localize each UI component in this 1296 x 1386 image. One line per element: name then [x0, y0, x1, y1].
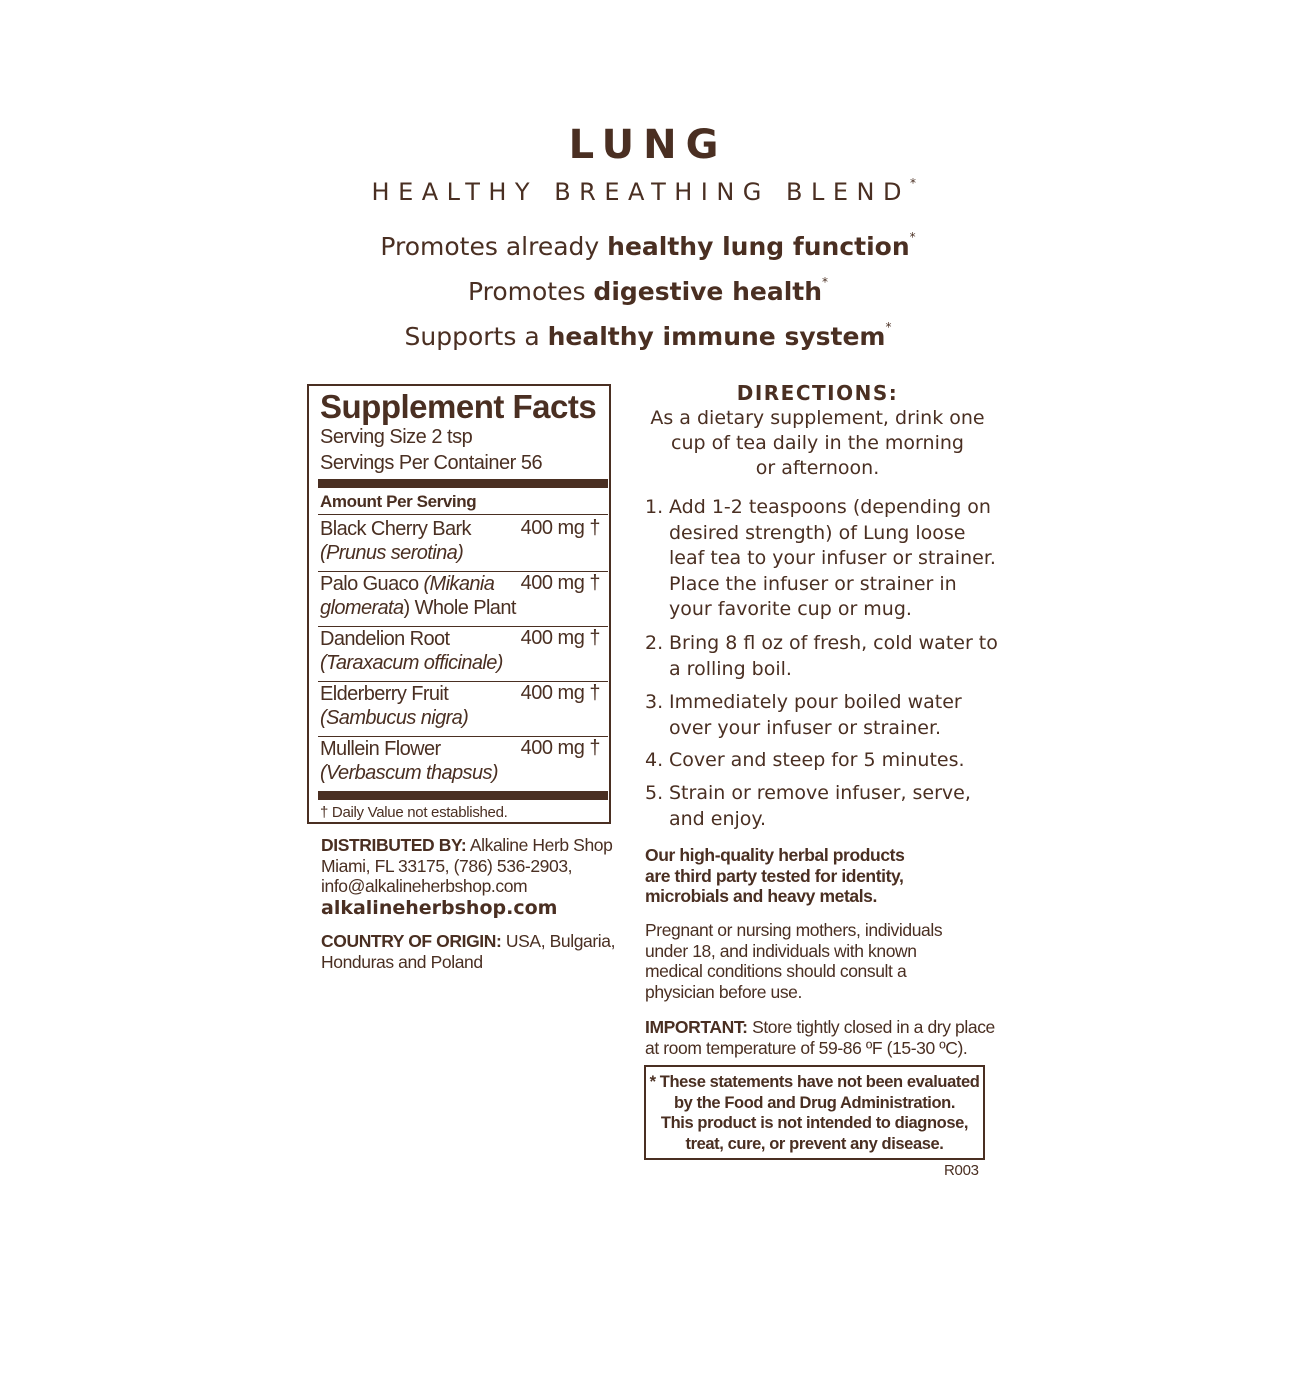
ingredient-amount: 400 mg †	[520, 627, 600, 649]
ingredient-latin-name: (Verbascum thapsus)	[320, 762, 498, 784]
step-number: 3.	[645, 691, 664, 713]
quality-line: are third party tested for identity,	[645, 865, 904, 886]
label-code: R003	[944, 1162, 979, 1179]
product-title: LUNG	[568, 122, 728, 168]
claim-highlight: digestive health	[593, 277, 823, 306]
step-number: 1.	[645, 496, 664, 518]
fda-disclaimer-box	[644, 1065, 985, 1160]
warning-line: medical conditions should consult a	[645, 961, 907, 981]
ingredient-common-name: Palo Guaco	[320, 573, 424, 595]
direction-step-5	[645, 781, 1000, 833]
distributor-block	[321, 835, 612, 919]
ingredient-name	[320, 682, 468, 730]
ingredient-latin-name: (Sambucus nigra)	[320, 707, 469, 729]
quality-line: microbials and heavy metals.	[645, 886, 877, 906]
step-line: Cover and steep for 5 minutes.	[669, 749, 965, 771]
claim-asterisk: *	[909, 230, 916, 244]
step-line: Immediately pour boiled water	[669, 691, 962, 713]
step-text	[669, 781, 999, 832]
storage-instructions	[645, 1017, 995, 1058]
claim-digestive-health	[0, 277, 1296, 306]
distributor-email: info@alkalineherbshop.com	[321, 876, 528, 896]
fda-line: treat, cure, or prevent any disease.	[685, 1134, 944, 1153]
step-text	[669, 495, 999, 623]
ingredient-name	[320, 627, 503, 675]
step-line: Strain or remove infuser, serve,	[669, 782, 971, 804]
supplement-facts-title: Supplement Facts	[320, 388, 597, 425]
distributor-website: alkalineherbshop.com	[321, 896, 558, 919]
intro-line: As a dietary supplement, drink one	[650, 407, 985, 429]
ingredient-amount: 400 mg †	[520, 572, 600, 594]
ingredient-latin-name: (Prunus serotina)	[320, 542, 464, 564]
step-text	[669, 748, 999, 774]
servings-per-container: Servings Per Container 56	[320, 452, 543, 474]
claim-highlight: healthy lung function	[607, 232, 910, 261]
ingredient-latin-name: glomerata	[320, 597, 404, 619]
claim-highlight: healthy immune system	[547, 322, 886, 351]
step-line: Add 1-2 teaspoons (depending on	[669, 496, 991, 518]
subtitle-text: HEALTHY BREATHING BLEND	[371, 178, 910, 206]
distributor-address: Miami, FL 33175, (786) 536-2903,	[321, 855, 573, 876]
divider	[318, 514, 608, 515]
ingredient-name	[320, 737, 498, 785]
product-subtitle	[0, 178, 1296, 206]
fda-line: * These statements have not been evaluated	[649, 1073, 980, 1091]
ingredient-amount: 400 mg †	[520, 737, 600, 759]
distributor-name: Alkaline Herb Shop	[466, 835, 613, 855]
thick-divider	[318, 791, 608, 800]
warning-line: Pregnant or nursing mothers, individuals	[645, 920, 943, 940]
warning-statement	[645, 920, 942, 1002]
intro-line: or afternoon.	[755, 457, 880, 479]
amount-per-serving: Amount Per Serving	[320, 492, 477, 511]
claim-prefix: Promotes already	[380, 232, 608, 261]
step-line: and enjoy.	[669, 807, 766, 830]
claim-asterisk: *	[885, 320, 892, 334]
direction-step-1	[645, 495, 1000, 625]
ingredient-amount: 400 mg †	[520, 517, 600, 539]
supplement-facts-panel	[307, 384, 611, 824]
ingredient-latin-name: (Mikania	[423, 573, 495, 595]
step-number: 4.	[645, 749, 664, 771]
step-text	[669, 631, 999, 682]
daily-value-footnote: † Daily Value not established.	[320, 804, 508, 821]
step-text	[669, 690, 999, 741]
warning-line: physician before use.	[645, 981, 802, 1002]
country-of-origin	[321, 931, 615, 972]
step-line: a rolling boil.	[669, 657, 792, 680]
directions-intro	[645, 406, 990, 481]
ingredient-amount: 400 mg †	[520, 682, 600, 704]
important-line2: at room temperature of 59-86 ºF (15-30 ºC).	[645, 1037, 968, 1058]
step-number: 2.	[645, 632, 664, 654]
claim-prefix: Supports a	[404, 322, 548, 351]
direction-step-3	[645, 690, 1000, 742]
thick-divider	[318, 479, 608, 488]
step-line: Place the infuser or strainer in	[669, 572, 957, 595]
distributor-label: DISTRIBUTED BY:	[321, 835, 467, 855]
warning-line: under 18, and individuals with known	[645, 940, 917, 961]
step-line: your favorite cup or mug.	[669, 598, 912, 620]
claim-prefix: Promotes	[467, 277, 594, 306]
ingredient-latin-name: (Taraxacum officinale)	[320, 652, 503, 674]
origin-line2: Honduras and Poland	[321, 951, 483, 972]
ingredient-name	[320, 572, 516, 620]
intro-line: cup of tea daily in the morning	[671, 432, 964, 454]
step-line: leaf tea to your infuser or strainer.	[669, 547, 996, 569]
directions-heading: DIRECTIONS:	[736, 381, 899, 405]
claim-lung-function	[0, 232, 1296, 261]
quality-line: Our high-quality herbal products	[645, 845, 905, 865]
ingredient-common-name: Mullein Flower	[320, 738, 441, 760]
important-line1: Store tightly closed in a dry place	[747, 1017, 995, 1037]
origin-label: COUNTRY OF ORIGIN:	[321, 931, 502, 951]
claim-immune-system	[0, 322, 1296, 351]
ingredient-part: ) Whole Plant	[403, 597, 516, 619]
important-label: IMPORTANT:	[645, 1017, 748, 1037]
quality-statement	[645, 845, 904, 907]
step-line: Bring 8 fl oz of fresh, cold water to	[669, 632, 998, 654]
direction-step-4	[645, 748, 1000, 774]
fda-line: This product is not intended to diagnose,	[660, 1114, 969, 1132]
ingredient-common-name: Elderberry Fruit	[320, 683, 449, 705]
fda-line: by the Food and Drug Administration.	[673, 1093, 956, 1112]
step-number: 5.	[645, 782, 664, 804]
origin-line1: USA, Bulgaria,	[501, 931, 616, 951]
direction-step-2	[645, 631, 1000, 683]
ingredient-common-name: Black Cherry Bark	[320, 518, 471, 540]
ingredient-common-name: Dandelion Root	[320, 628, 450, 650]
subtitle-asterisk: *	[909, 176, 925, 190]
step-line: desired strength) of Lung loose	[669, 521, 966, 544]
step-line: over your infuser or strainer.	[669, 716, 942, 739]
claim-asterisk: *	[822, 275, 829, 289]
serving-size: Serving Size 2 tsp	[320, 426, 473, 448]
ingredient-name	[320, 517, 471, 565]
